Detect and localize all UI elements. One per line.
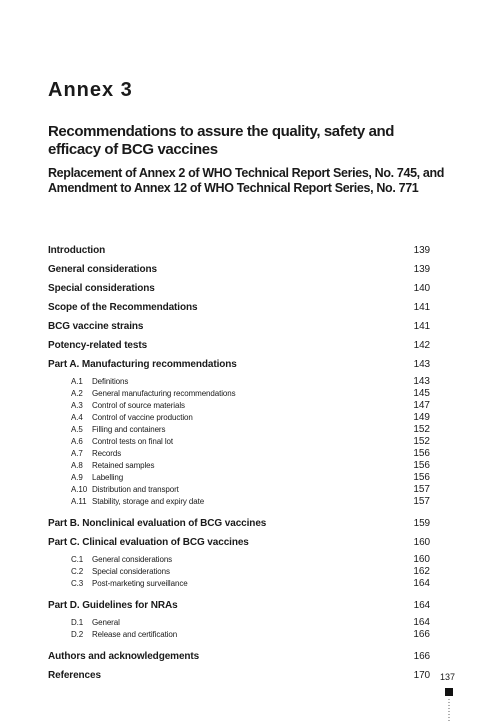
toc-page-number: 140 (413, 283, 430, 294)
toc-subentry-number: A.2 (71, 389, 83, 398)
toc-entry-label: Part D. Guidelines for NRAs (48, 600, 178, 611)
toc-subentry-label: General (92, 618, 120, 627)
toc-subentry[interactable] (48, 448, 430, 460)
toc-subentry-number: A.9 (71, 473, 83, 482)
toc-subentry-number: D.2 (71, 630, 84, 639)
toc-subentry-number: A.4 (71, 413, 83, 422)
toc-subentry-label: Control of source materials (92, 401, 185, 410)
toc-page-number: 162 (413, 566, 430, 577)
toc-page-number: 170 (413, 670, 430, 681)
toc-entry-label: Part C. Clinical evaluation of BCG vaccines (48, 537, 249, 548)
folio-dotted-rule (448, 698, 450, 721)
toc-subentry[interactable] (48, 484, 430, 496)
toc-entry-part-a[interactable] (48, 355, 430, 374)
toc-page-number: 139 (413, 245, 430, 256)
toc-page-number: 157 (413, 484, 430, 495)
toc-entry-part-b[interactable] (48, 514, 430, 533)
toc-entry-strains[interactable] (48, 317, 430, 336)
toc-subentry[interactable] (48, 400, 430, 412)
toc-subentry-label: Distribution and transport (92, 485, 179, 494)
toc-entry-introduction[interactable] (48, 241, 430, 260)
toc-entry-label: Scope of the Recommendations (48, 302, 198, 313)
toc-subentry-number: A.1 (71, 377, 83, 386)
toc-entry-potency[interactable] (48, 336, 430, 355)
toc-page-number: 156 (413, 460, 430, 471)
toc-subentry-label: Stability, storage and expiry date (92, 497, 205, 506)
toc-page-number: 141 (413, 321, 430, 332)
toc-page-number: 139 (413, 264, 430, 275)
table-of-contents (48, 241, 430, 685)
toc-page-number: 143 (413, 359, 430, 370)
toc-subentry-label: Special considerations (92, 567, 170, 576)
toc-subentry-label: Release and certification (92, 630, 178, 639)
toc-page-number: 160 (413, 554, 430, 565)
toc-entry-label: Potency-related tests (48, 340, 148, 351)
toc-subentry-label: Control tests on final lot (92, 437, 173, 446)
folio-square-marker (445, 688, 453, 696)
toc-page-number: 164 (413, 617, 430, 628)
toc-entry-special-considerations[interactable] (48, 279, 430, 298)
toc-subentry-number: A.7 (71, 449, 83, 458)
toc-entry-label: Special considerations (48, 283, 155, 294)
toc-subentry-label: Control of vaccine production (92, 413, 193, 422)
toc-page-number: 152 (413, 424, 430, 435)
toc-subentry-label: Definitions (92, 377, 129, 386)
page-folio-number: 137 (439, 672, 455, 682)
toc-subentry-number: C.2 (71, 567, 84, 576)
toc-subentry[interactable] (48, 578, 430, 590)
toc-subentry[interactable] (48, 376, 430, 388)
toc-subentry-label: Retained samples (92, 461, 155, 470)
toc-subentry[interactable] (48, 566, 430, 578)
toc-subentry-number: C.3 (71, 579, 84, 588)
toc-subentry-number: A.5 (71, 425, 83, 434)
toc-subentry-label: Labelling (92, 473, 124, 482)
toc-page-number: 160 (413, 537, 430, 548)
toc-entry-label: Introduction (48, 245, 106, 256)
toc-entry-part-d[interactable] (48, 596, 430, 615)
toc-page-number: 143 (413, 376, 430, 387)
toc-subentry[interactable] (48, 472, 430, 484)
toc-subentry[interactable] (48, 412, 430, 424)
toc-page-number: 145 (413, 388, 430, 399)
toc-subentry-number: D.1 (71, 618, 84, 627)
toc-entry-label: References (48, 670, 101, 681)
subtitle: Replacement of Annex 2 of WHO Technical Report Series, No. 745, and Amendment to Annex 12 of WHO Technical Report Series, No. 771 (48, 166, 445, 195)
toc-entry-label: General considerations (48, 264, 157, 275)
toc-entry-authors[interactable] (48, 647, 430, 666)
toc-page-number: 152 (413, 436, 430, 447)
toc-subentry-label: Filling and containers (92, 425, 166, 434)
toc-subentry[interactable] (48, 554, 430, 566)
toc-entry-scope[interactable] (48, 298, 430, 317)
toc-subentry-number: A.8 (71, 461, 83, 470)
toc-page-number: 156 (413, 472, 430, 483)
toc-subentry-label: Post-marketing surveillance (92, 579, 188, 588)
toc-subentry-number: A.10 (71, 485, 88, 494)
toc-entry-label: Authors and acknowledgements (48, 651, 200, 662)
toc-page-number: 149 (413, 412, 430, 423)
toc-subentry[interactable] (48, 436, 430, 448)
toc-entry-label: BCG vaccine strains (48, 321, 144, 332)
toc-subentry[interactable] (48, 617, 430, 629)
toc-subentry-number: C.1 (71, 555, 84, 564)
toc-page-number: 159 (413, 518, 430, 529)
toc-subentry-label: General considerations (92, 555, 173, 564)
toc-page-number: 166 (413, 629, 430, 640)
toc-page-number: 141 (413, 302, 430, 313)
toc-subentry[interactable] (48, 629, 430, 641)
toc-page-number: 142 (413, 340, 430, 351)
toc-subentry-number: A.11 (71, 497, 87, 506)
toc-page-number: 157 (413, 496, 430, 507)
toc-entry-label: Part B. Nonclinical evaluation of BCG vaccines (48, 518, 267, 529)
toc-subentry[interactable] (48, 460, 430, 472)
toc-subentry[interactable] (48, 388, 430, 400)
toc-entry-label: Part A. Manufacturing recommendations (48, 359, 237, 370)
toc-subentry-label: General manufacturing recommendations (92, 389, 236, 398)
toc-entry-part-c[interactable] (48, 533, 430, 552)
toc-page-number: 164 (413, 578, 430, 589)
toc-subentry-number: A.6 (71, 437, 83, 446)
toc-subentry[interactable] (48, 424, 430, 436)
toc-page-number: 164 (413, 600, 430, 611)
toc-subentry-number: A.3 (71, 401, 83, 410)
toc-page-number: 147 (413, 400, 430, 411)
toc-entry-references[interactable] (48, 666, 430, 685)
main-title: Recommendations to assure the quality, safety and efficacy of BCG vaccines (48, 123, 395, 158)
annex-title: Annex 3 (48, 79, 133, 101)
toc-subentry-label: Records (92, 449, 122, 458)
toc-page-number: 166 (413, 651, 430, 662)
toc-entry-general-considerations[interactable] (48, 260, 430, 279)
toc-page-number: 156 (413, 448, 430, 459)
toc-subentry[interactable] (48, 496, 430, 508)
